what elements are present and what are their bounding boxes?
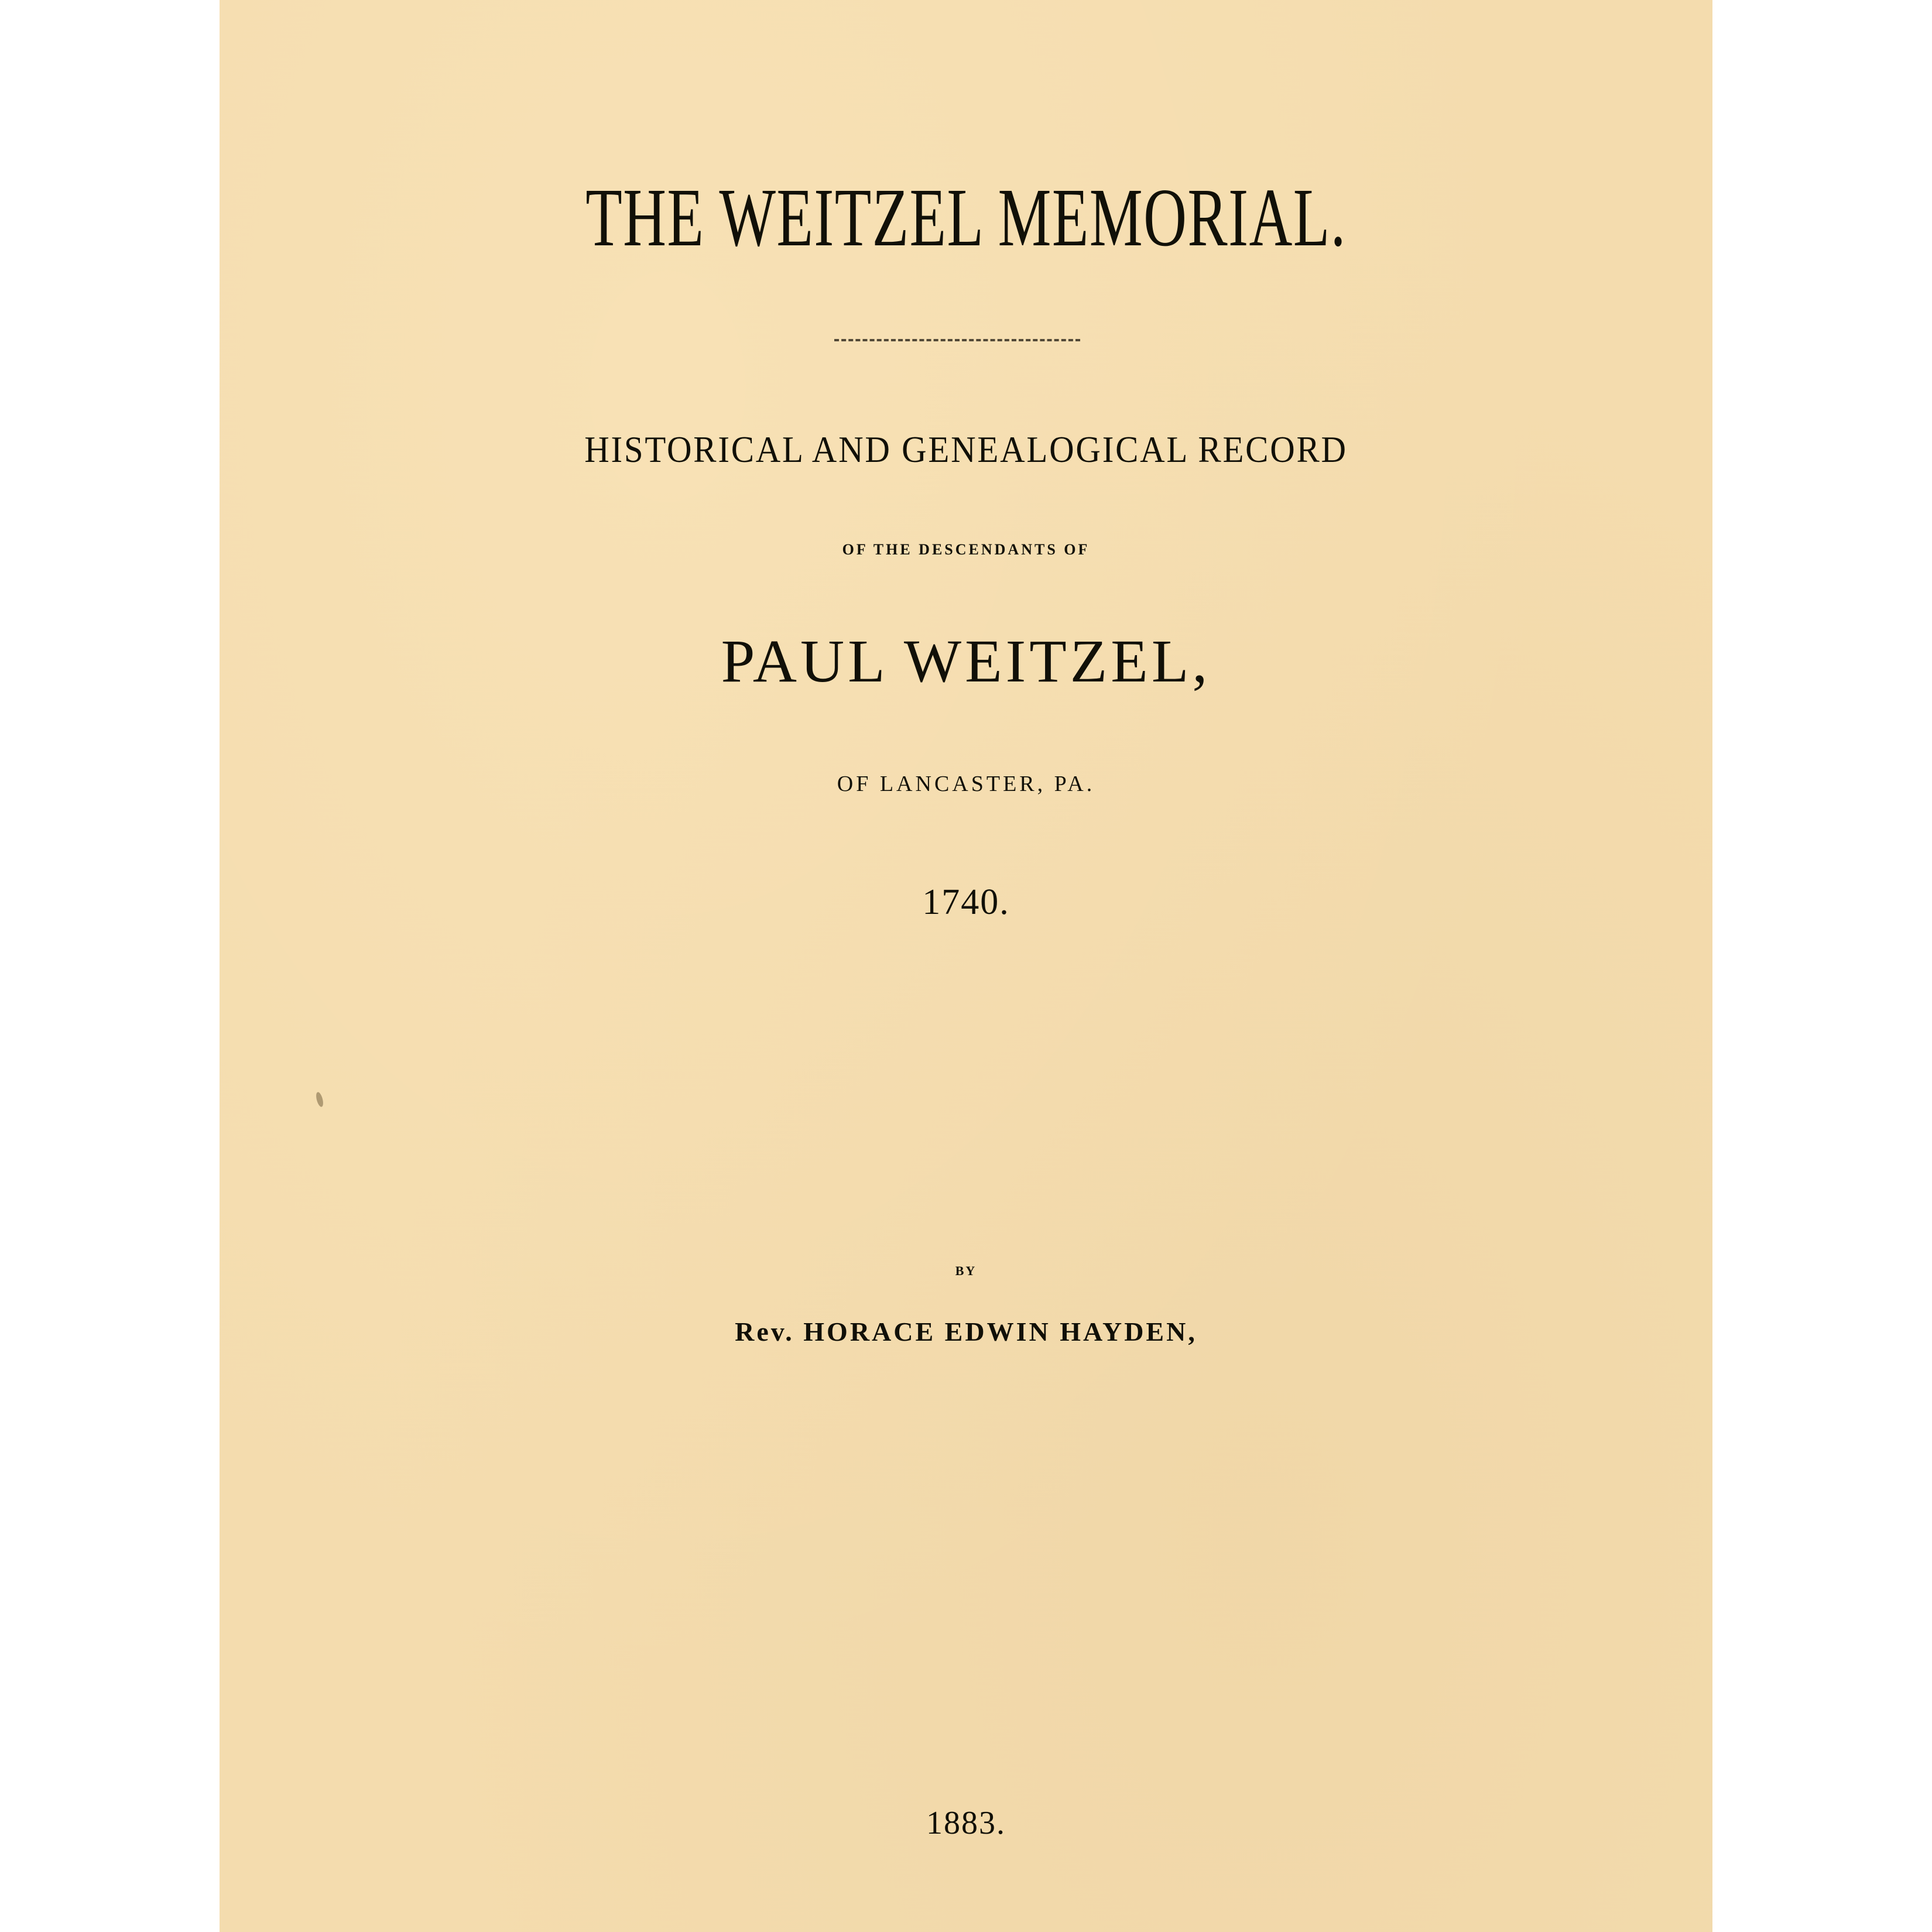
subject-place: OF LANCASTER, PA. — [837, 772, 1095, 796]
author-name: Rev. HORACE EDWIN HAYDEN, — [735, 1317, 1197, 1347]
book-title: THE WEITZEL MEMORIAL. — [585, 171, 1347, 263]
paper-blemish — [315, 1091, 324, 1108]
year-founded: 1740. — [922, 882, 1010, 922]
by-label: BY — [955, 1263, 977, 1278]
publication-year: 1883. — [926, 1805, 1006, 1841]
book-subtitle: HISTORICAL AND GENEALOGICAL RECORD — [584, 429, 1348, 470]
decorative-rule — [834, 339, 1080, 341]
title-page — [220, 0, 1712, 1932]
subject-name: PAUL WEITZEL, — [721, 628, 1211, 695]
descendants-line: OF THE DESCENDANTS OF — [842, 541, 1090, 558]
